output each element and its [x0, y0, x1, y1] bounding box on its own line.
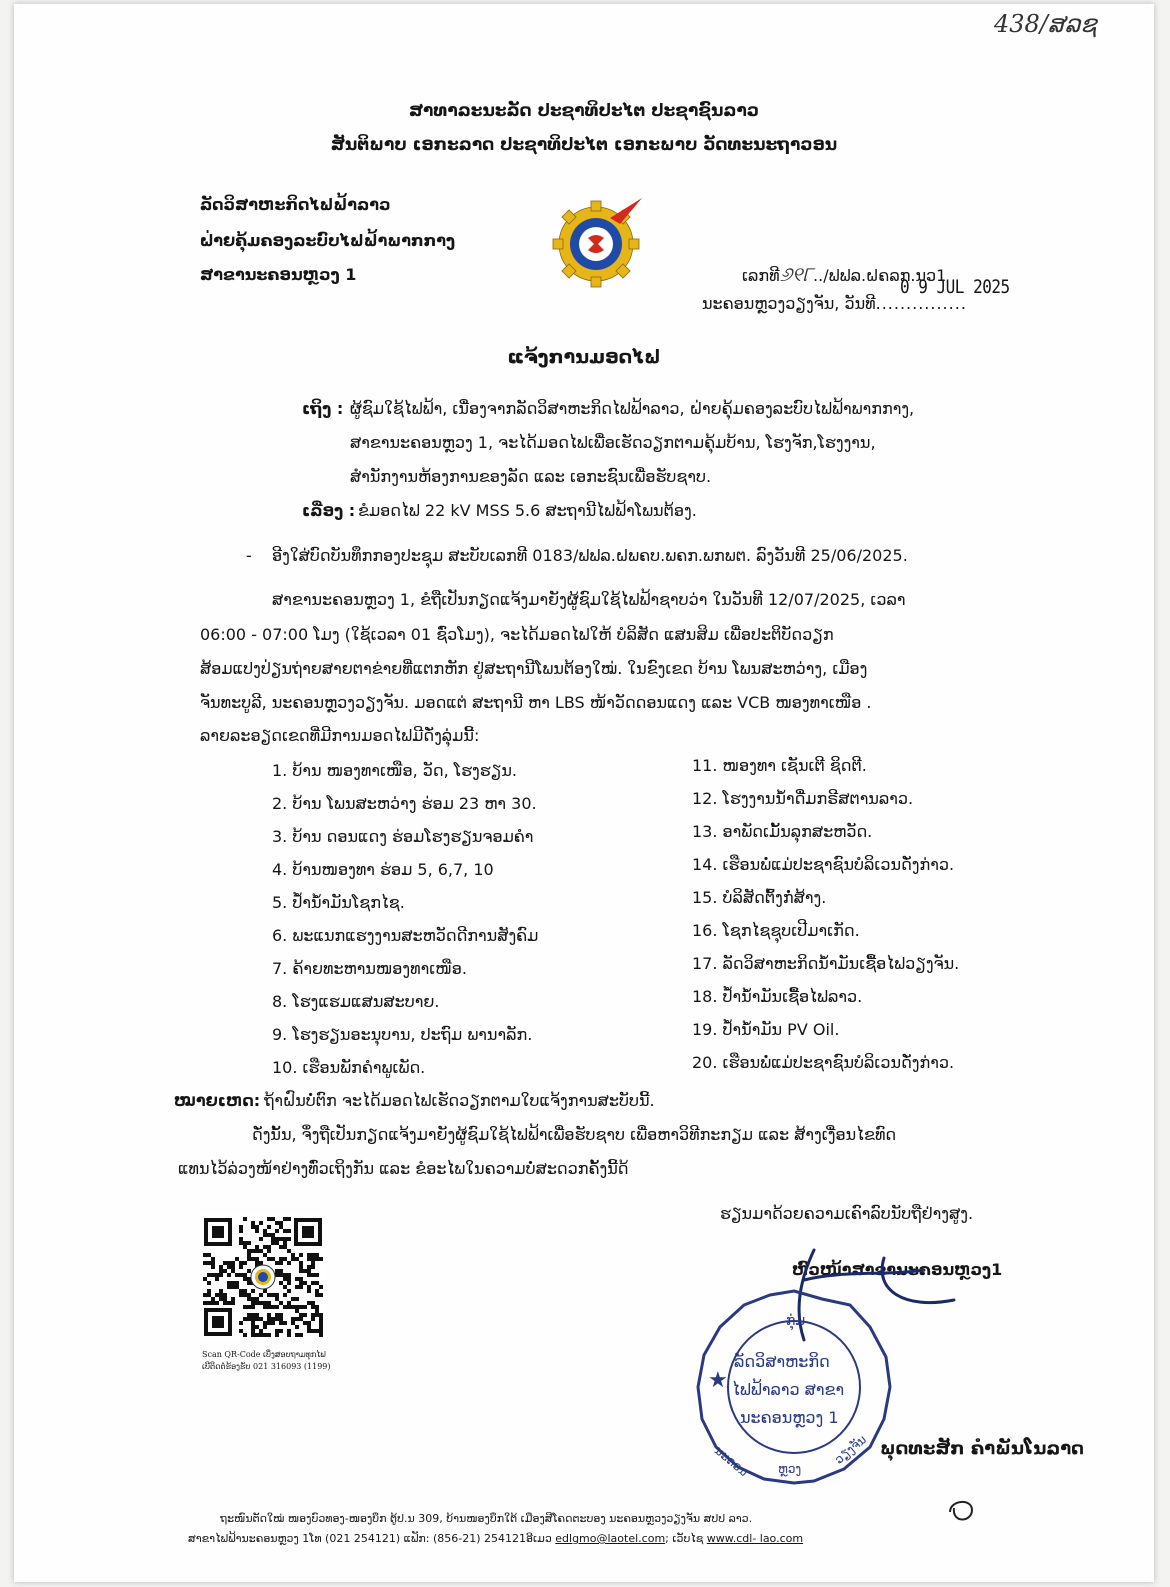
area-item-10: 10. ເຮືອນພັກຄໍາພູເພັດ. [272, 1058, 426, 1077]
area-item-9: 9. ໂຮງຮຽນອະນຸບານ, ປະຖົມ ພານາລັກ. [272, 1025, 533, 1044]
signatory-name: ພຸດທະສັກ ຄໍາພັນໂນລາດ [880, 1438, 1084, 1459]
national-header-line1: ສາທາລະນະລັດ ປະຊາທິປະໄຕ ປະຊາຊົນລາວ [409, 101, 759, 121]
area-item-7: 7. ຄ້າຍທະຫານໜອງທາເໜືອ. [272, 959, 467, 978]
area-item-12: 12. ໂຮງງານນໍ້າດື່ມກຣີສຕານລາວ. [692, 789, 914, 808]
signatory-title: ຫົວໜ້າສາຂານະຄອນຫຼວງ1 [792, 1260, 1003, 1279]
area-item-13: 13. ອາພັດເມັ້ນລຸກສະຫວັດ. [692, 822, 873, 841]
date-dots: ............... [875, 294, 967, 313]
official-stamp [694, 1287, 894, 1487]
ref-suffix: ../ຟຟລ.ຝຄລກ.ນວ1 [813, 266, 947, 285]
qr-code[interactable] [200, 1214, 326, 1340]
stamp-ring-top: ກຸ່ມ [786, 1313, 806, 1329]
area-item-6: 6. ພະແນກແຮງງານສະຫວັດດີການສັງຄົມ [272, 926, 539, 945]
stamp-ring-bottom: ຫຼວງ [778, 1462, 802, 1476]
edl-logo-icon [550, 194, 650, 290]
area-item-8: 8. ໂຮງແຮມແສນສະບາຍ. [272, 992, 440, 1011]
area-item-19: 19. ປໍ້ານໍ້າມັນ PV Oil. [692, 1020, 840, 1039]
area-item-4: 4. ບ້ານໜອງທາ ຮ່ອມ 5, 6,7, 10 [272, 860, 494, 879]
org-name-line2: ຝ່າຍຄຸ້ມຄອງລະບົບໄຟຟ້າພາກກາງ [200, 231, 456, 250]
area-item-20: 20. ເຮືອນພໍ່ແມ່ປະຊາຊົນບໍລິເວນດັ່ງກ່າວ. [692, 1053, 955, 1072]
notice-title: ແຈ້ງການມອດໄຟ [507, 346, 661, 368]
stamp-star-icon: ★ [708, 1368, 728, 1393]
closing-text: ຮຽນມາດ້ວຍຄວາມເຄົາລົບນັບຖືຢ່າງສູງ. [720, 1204, 974, 1223]
qr-code-icon [200, 1214, 326, 1340]
to-line1: ຜູ້ຊົມໃຊ້ໄຟຟ້າ, ເນື່ອງຈາກລັດວິສາຫະກິດໄຟຟ້າລາວ, ຝ່າຍຄຸ້ມຄອງລະບົບໄຟຟ້າພາກກາງ, [350, 399, 915, 418]
date-stamp: 0 9 JUL 2025 [900, 275, 1010, 298]
area-item-11: 11. ໜອງທາ ເຊັນເຕີ ຊິດຕີ. [692, 756, 867, 775]
org-name-line1: ລັດວິສາຫະກິດໄຟຟ້າລາວ [200, 195, 391, 214]
org-name-line3: ສາຂານະຄອນຫຼວງ 1 [200, 265, 357, 284]
to-line3: ສໍານັກງານຫ້ອງການຂອງລັດ ແລະ ເອກະຊົນເພື່ອຮັບຊາບ. [350, 467, 712, 486]
para1-line5: ລາຍລະອຽດເຂດທີ່ມີການມອດໄຟມີດັ່ງລຸ່ມນີ້: [200, 726, 480, 745]
area-item-3: 3. ບ້ານ ດອນແດງ ຮ່ອມໂຮງຮຽນຈອມຄໍາ [272, 827, 534, 846]
official-stamp-icon [694, 1287, 894, 1487]
footer-website-link[interactable]: www.cdl- lao.com [706, 1532, 804, 1545]
footer-contact [188, 1532, 803, 1545]
basis-bullet: - [246, 546, 252, 565]
area-item-14: 14. ເຮືອນພໍ່ແມ່ປະຊາຊົນບໍລິເວນດັ່ງກ່າວ. [692, 855, 955, 874]
basis-text: ອີງໃສ່ບົດບັນທຶກກອງປະຊຸມ ສະບັບເລກທີ 0183/ຟຟລ.ຝພຄບ.ພຄກ.ພກພຕ. ລົງວັນທີ 25/06/2025. [272, 546, 908, 565]
para2-line2: ແທນໄວ້ລ່ວງໜ້າຢ່າງທົ່ວເຖິງກັນ ແລະ ຂໍອະໄພໃນຄວາມບໍ່ສະດວກຄັ້ງນີ້ດ້ [178, 1159, 629, 1178]
place-date [702, 294, 967, 313]
to-label: ເຖິງ : [302, 399, 344, 418]
para1-line4: ຈັນທະບູລີ, ນະຄອນຫຼວງວຽງຈັນ. ມອດແຕ່ ສະຖານີ ຫາ LBS ໜ້າວັດດອນແດງ ແລະ VCB ໜອງທາເໜືອ . [200, 693, 872, 712]
stamp-ring-bottom-left: ນະຄອນ [711, 1443, 751, 1480]
area-item-17: 17. ລັດວິສາຫະກິດນໍ້າມັນເຊື້ອໄຟວຽງຈັນ. [692, 954, 960, 973]
note-text: ຖ້າຝົນບໍ່ຕົກ ຈະໄດ້ມອດໄຟເຮັດວຽກຕາມໃບແຈ້ງການສະບັບນີ້. [264, 1091, 655, 1110]
initial-scribble-icon [942, 1490, 982, 1530]
stamp-ring-bottom-right: ວຽງຈັນ [831, 1432, 870, 1467]
edl-logo [550, 194, 650, 290]
area-item-15: 15. ບໍລິສັດຕົ້ງກໍ່ສ້າງ. [692, 888, 827, 907]
footer-initial-mark [942, 1490, 982, 1530]
document-page [14, 4, 1154, 1582]
footer-contact-text: ສາຂາໄຟຟ້ານະຄອນຫຼວງ 1ໂທ (021 254121) ແຟັກ: (856-21) 254121ອີເມວ [188, 1532, 556, 1545]
area-item-2: 2. ບ້ານ ໂພນສະຫວ່າງ ຮ່ອມ 23 ຫາ 30. [272, 794, 537, 813]
national-header-line2: ສັນຕິພາບ ເອກະລາດ ປະຊາທິປະໄຕ ເອກະພາບ ວັດທະນະຖາວອນ [330, 135, 838, 155]
handwritten-doc-number: 438/ສລຊ [994, 10, 1097, 38]
footer-website-label: ; ເວັບໄຊ [665, 1532, 707, 1545]
subject-text: ຂໍມອດໄຟ 22 kV MSS 5.6 ສະຖານີໄຟຟ້າໂພນຕ້ອງ. [358, 501, 697, 520]
qr-caption-line1: Scan QR-Code ເບິ່ງສອບຖາມທຸກໄຟ [202, 1350, 326, 1359]
para1-line3: ສ້ອມແປງປ່ຽນຖ່າຍສາຍຕາຂ່າຍທີ່ແຕກຫັກ ຢູ່ສະຖານີໂພນຕ້ອງໃໝ່. ໃນຂົງເຂດ ບ້ານ ໂພນສະຫວ່າງ, ເມືອງ [200, 659, 868, 678]
para1-line1: ສາຂານະຄອນຫຼວງ 1, ຂໍຖືເປັນກຽດແຈ້ງມາຍັງຜູ້ຊົມໃຊ້ໄຟຟ້າຊາບວ່າ ໃນວັນທີ 12/07/2025, ເວລາ [272, 590, 906, 609]
footer-email-link[interactable]: edlgmo@laotel.com [555, 1532, 666, 1545]
area-item-18: 18. ປໍ້ານໍ້າມັນເຊື້ອໄຟລາວ. [692, 987, 863, 1006]
stamp-line1: ລັດວິສາຫະກິດ [734, 1352, 830, 1371]
area-item-5: 5. ປໍ້ານໍ້າມັນໂຊກໄຊ. [272, 893, 405, 912]
area-item-1: 1. ບ້ານ ໜອງທາເໜືອ, ວັດ, ໂຮງຮຽນ. [272, 761, 517, 780]
note-label: ໝາຍເຫດ: [174, 1091, 261, 1110]
para2-line1: ດັ່ງນັ້ນ, ຈຶ່ງຖືເປັນກຽດແຈ້ງມາຍັງຜູ້ຊົມໃຊ້ໄຟຟ້າເພື່ອຮັບຊາບ ເພື່ອຫາວິທີກະກຽມ ແລະ ສ້າງເງື່ອນໄຂທົດ [252, 1125, 897, 1144]
area-item-16: 16. ໂຊກໄຊຊຸບເປີມາເກັດ. [692, 921, 860, 940]
para1-line2: 06:00 - 07:00 ໂມງ (ໃຊ້ເວລາ 01 ຊົ່ວໂມງ), ຈະໄດ້ມອດໄຟໃຫ້ ບໍລິສັດ ແສນສິມ ເພື່ອປະຕິບັດວຽກ [200, 625, 834, 644]
ref-prefix: ເລກທີ [742, 266, 780, 285]
subject-label: ເລື່ອງ : [302, 501, 356, 520]
ref-number-handwritten: ୬୧୮ [779, 262, 814, 286]
footer-address: ຖະໜົນຕັດໃໝ່ ໜອງບົວທອງ-ໜອງບຶກ ຕູ້ປ.ນ 309, ບ້ານໜອງບຶກໃຕ້ ເມືອງສີໂຄດຕະບອງ ນະຄອນຫຼວງວຽງຈັນ ສປປ ລາວ. [220, 1512, 753, 1525]
stamp-line3: ນະຄອນຫຼວງ 1 [740, 1408, 839, 1427]
stamp-line2: ໄຟຟ້າລາວ ສາຂາ [732, 1380, 845, 1399]
place-date-label: ນະຄອນຫຼວງວຽງຈັນ, ວັນທີ [702, 294, 876, 313]
to-line2: ສາຂານະຄອນຫຼວງ 1, ຈະໄດ້ມອດໄຟເພື່ອເຮັດວຽກຕາມຄຸ້ມບ້ານ, ໂຮງຈັກ,ໂຮງງານ, [350, 433, 876, 452]
qr-caption-line2: ເບີຕິດຕໍ່ຮ້ອງຮັບ 021 316093 (1199) [202, 1362, 331, 1371]
